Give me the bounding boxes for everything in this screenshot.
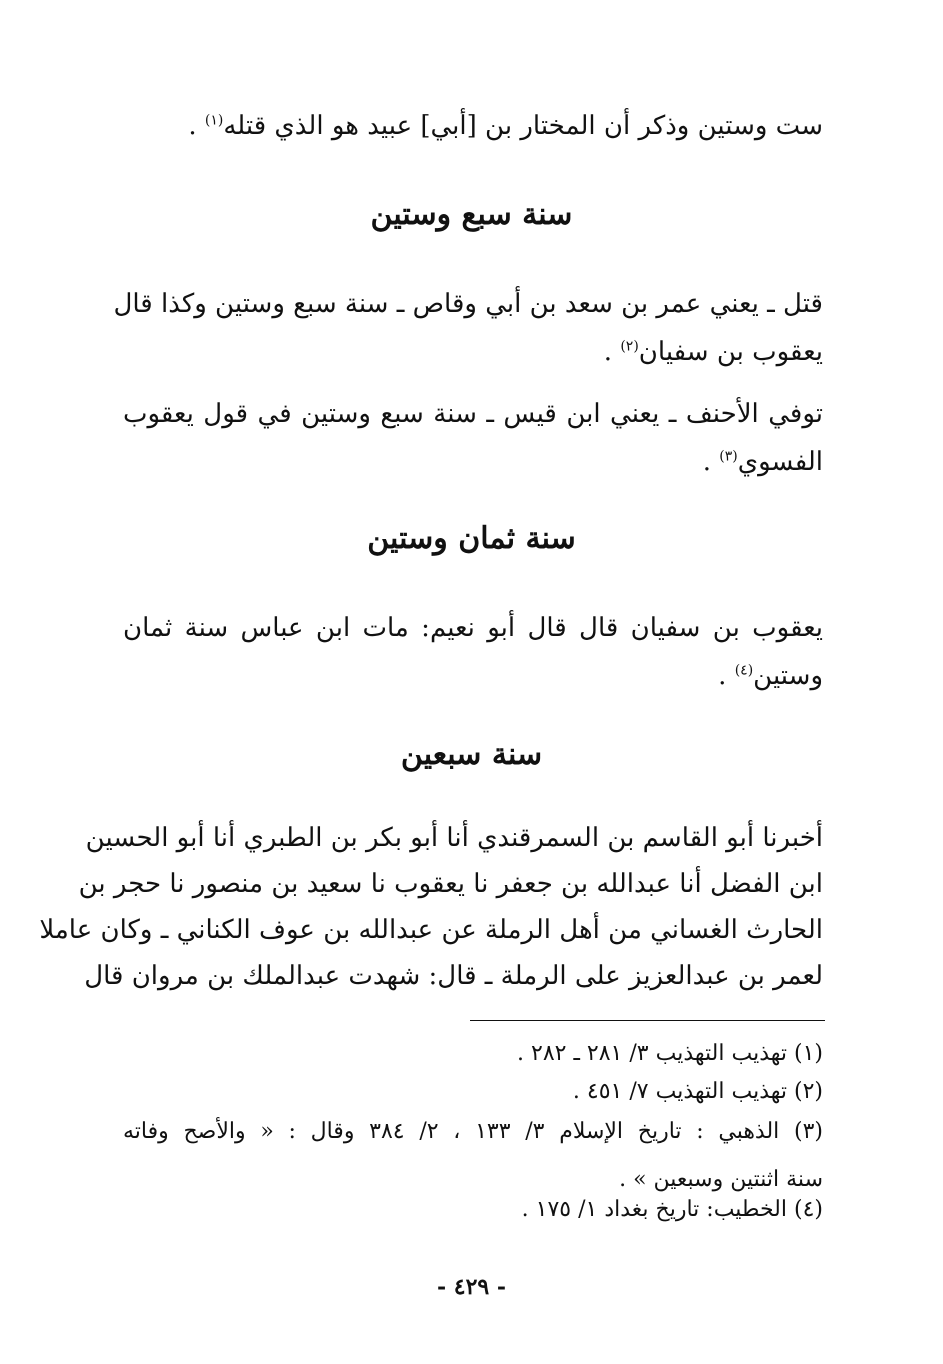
paragraph-line: توفي الأحنف ـ يعني ابن قيس ـ سنة سبع وستين في قول يعقوب xyxy=(123,399,823,429)
footnote: (١) تهذيب التهذيب ٣/ ٢٨١ ـ ٢٨٢ . xyxy=(517,1041,823,1066)
intro-line: ست وستين وذكر أن المختار بن [أبي] عبيد هو الذي قتله$^{(١)}$ . xyxy=(188,111,823,141)
paragraph-line: لعمر بن عبدالعزيز على الرملة ـ قال: شهدت عبدالملك بن مروان قال xyxy=(84,961,823,991)
footnote: (٣) الذهبي : تاريخ الإسلام ٣/ ١٣٣ ، ٢/ ٣٨٤ وقال : « والأصح وفاته xyxy=(123,1119,824,1144)
paragraph-line: الفسوي$^{(٣)}$ . xyxy=(702,447,823,477)
footnote: (٤) الخطيب: تاريخ بغداد ١/ ١٧٥ . xyxy=(521,1197,823,1222)
paragraph-line: ابن الفضل أنا عبدالله بن جعفر نا يعقوب نا سعيد بن منصور نا حجر بن xyxy=(78,869,823,899)
footnote-ref: (٣) xyxy=(719,448,738,465)
section-heading: سنة سبع وستين xyxy=(370,197,573,232)
footnote: سنة اثنتين وسبعين » . xyxy=(619,1167,823,1192)
page-number: - ٤٢٩ - xyxy=(436,1274,507,1300)
footnote-ref: (٢) xyxy=(620,338,639,355)
footnote-ref: (٤) xyxy=(734,662,754,679)
paragraph-line: أخبرنا أبو القاسم بن السمرقندي أنا أبو بكر بن الطبري أنا أبو الحسين xyxy=(85,823,823,853)
footnote-ref: (١) xyxy=(204,112,224,129)
section-heading: سنة سبعين xyxy=(400,737,543,772)
paragraph-line: يعقوب بن سفيان قال قال أبو نعيم: مات ابن عباس سنة ثمان xyxy=(123,613,823,643)
section-heading: سنة ثمان وستين xyxy=(367,521,576,556)
paragraph-line: الحارث الغساني من أهل الرملة عن عبدالله بن عوف الكناني ـ وكان عاملا xyxy=(39,915,823,945)
footnote-divider xyxy=(470,1020,825,1021)
paragraph-line: يعقوب بن سفيان$^{(٢)}$ . xyxy=(603,337,823,367)
paragraph-line: قتل ـ يعني عمر بن سعد بن أبي وقاص ـ سنة سبع وستين وكذا قال xyxy=(113,289,823,319)
paragraph-line: وستين$^{(٤)}$ . xyxy=(718,661,823,691)
footnote: (٢) تهذيب التهذيب ٧/ ٤٥١ . xyxy=(572,1079,823,1104)
